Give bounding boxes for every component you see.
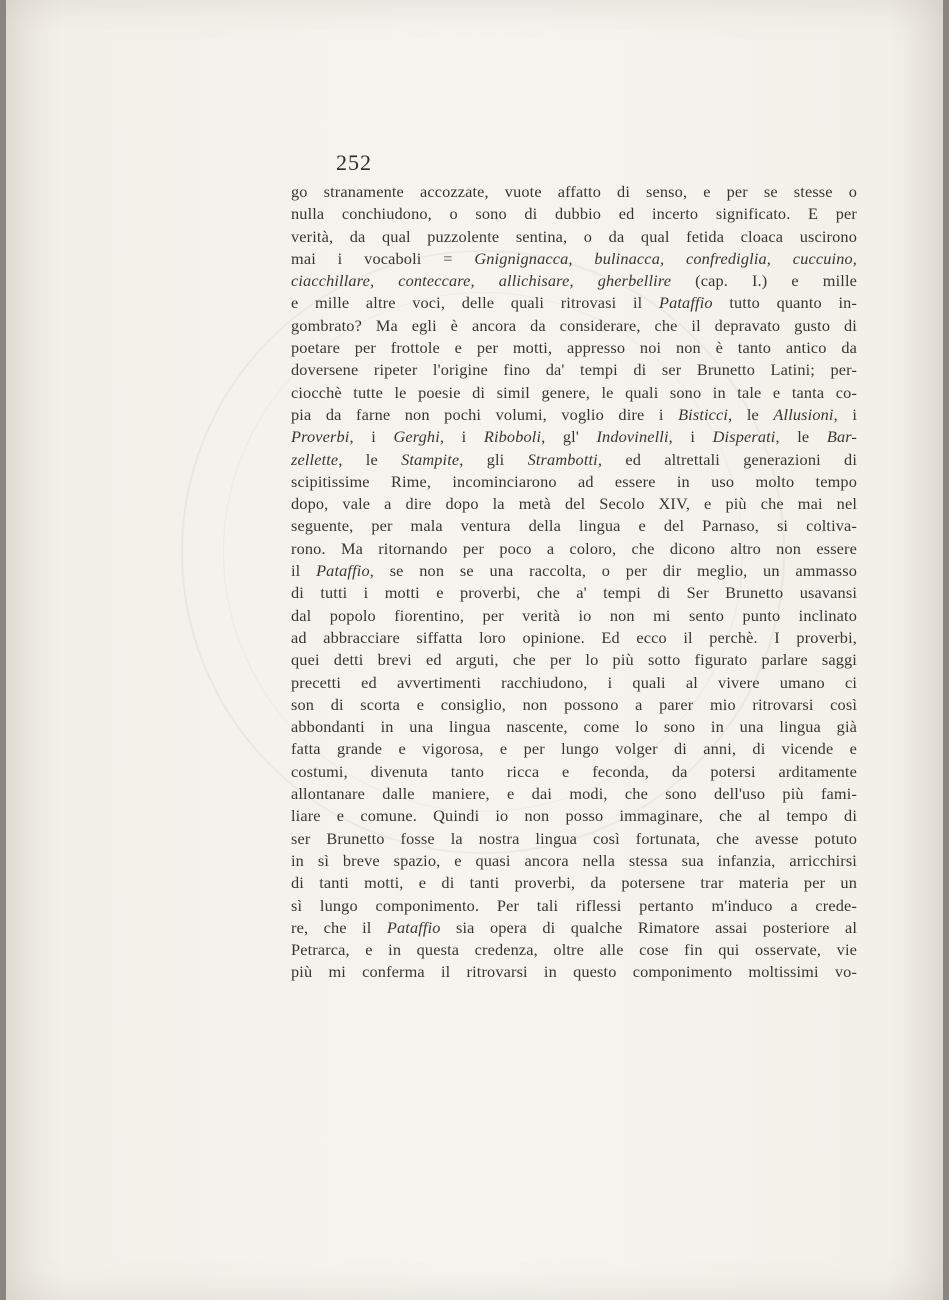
- text-line: in sì breve spazio, e quasi ancora nella stessa sua infanzia, arricchirsi: [291, 850, 857, 870]
- text-line: di tanti motti, e di tanti proverbi, da potersene trar materia per un: [291, 873, 857, 893]
- text-line: precetti ed avvertimenti racchiudono, i quali al vivere umano ci: [291, 672, 857, 692]
- text-line: verità, da qual puzzolente sentina, o da qual fetida cloaca uscirono: [291, 226, 857, 246]
- text-line: scipitissime Rime, incominciarono ad essere in uso molto tempo: [291, 471, 857, 491]
- text-line: sì lungo componimento. Per tali riflessi pertanto m'induco a crede-: [291, 895, 857, 915]
- text-line: costumi, divenuta tanto ricca e feconda, da potersi arditamente: [291, 761, 857, 781]
- text-line: di tutti i motti e proverbi, che a' tempi di Ser Brunetto usavansi: [291, 583, 857, 603]
- text-line: gombrato? Ma egli è ancora da considerare, che il depravato gusto di: [291, 315, 857, 335]
- page-number: 252: [336, 150, 372, 175]
- text-line: poetare per frottole e per motti, appresso noi non è tanto antico da: [291, 338, 857, 358]
- text-line: liare e comune. Quindi io non posso immaginare, che al tempo di: [291, 806, 857, 826]
- text-line: son di scorta e consiglio, non possono a parer mio ritrovarsi così: [291, 694, 857, 714]
- text-line: ad abbracciare siffatta loro opinione. Ed ecco il perchè. I proverbi,: [291, 627, 857, 647]
- text-line: dal popolo fiorentino, per verità io non mi sento punto inclinato: [291, 605, 857, 625]
- text-line: re, che il Pataffio sia opera di qualche Rimatore assai posteriore al: [291, 917, 857, 937]
- text-line: Proverbi, i Gerghi, i Riboboli, gl' Indovinelli, i Disperati, le Bar-: [291, 427, 857, 447]
- text-line: pia da farne non pochi volumi, voglio dire i Bisticci, le Allusioni, i: [291, 404, 857, 424]
- text-line: abbondanti in una lingua nascente, come lo sono in una lingua già: [291, 717, 857, 737]
- body-text: [291, 181, 857, 984]
- book-page: [6, 0, 943, 1300]
- text-line: doversene ripeter l'origine fino da' tempi di ser Brunetto Latini; per-: [291, 360, 857, 380]
- text-line: il Pataffio, se non se una raccolta, o per dir meglio, un ammasso: [291, 561, 857, 581]
- text-line: rono. Ma ritornando per poco a coloro, che dicono altro non essere: [291, 538, 857, 558]
- text-line: dopo, vale a dire dopo la metà del Secolo XIV, e più che mai nel: [291, 494, 857, 514]
- text-line: fatta grande e vigorosa, e per lungo volger di anni, di vicende e: [291, 739, 857, 759]
- text-line: zellette, le Stampite, gli Strambotti, ed altrettali generazioni di: [291, 449, 857, 469]
- text-line: allontanare dalle maniere, e dai modi, che sono dell'uso più fami-: [291, 784, 857, 804]
- text-line: mai i vocaboli = Gnignignacca, bulinacca, confrediglia, cuccuino,: [291, 248, 857, 268]
- text-line: e mille altre voci, delle quali ritrovasi il Pataffio tutto quanto in-: [291, 293, 857, 313]
- text-line: Petrarca, e in questa credenza, oltre alle cose fin qui osservate, vie: [291, 940, 857, 960]
- text-line: nulla conchiudono, o sono di dubbio ed incerto significato. E per: [291, 204, 857, 224]
- text-line: più mi conferma il ritrovarsi in questo componimento moltissimi vo-: [291, 962, 857, 982]
- text-line: ciacchillare, conteccare, allichisare, gherbellire (cap. I.) e mille: [291, 271, 857, 291]
- text-line: ser Brunetto fosse la nostra lingua così fortunata, che avesse potuto: [291, 828, 857, 848]
- text-line: seguente, per mala ventura della lingua e del Parnaso, si coltiva-: [291, 516, 857, 536]
- text-line: go stranamente accozzate, vuote affatto di senso, e per se stesse o: [291, 182, 857, 201]
- text-line: ciocchè tutte le poesie di simil genere, le quali sono in tale e tanta co-: [291, 382, 857, 402]
- text-line: quei detti brevi ed arguti, che per lo più sotto figurato parlare saggi: [291, 650, 857, 670]
